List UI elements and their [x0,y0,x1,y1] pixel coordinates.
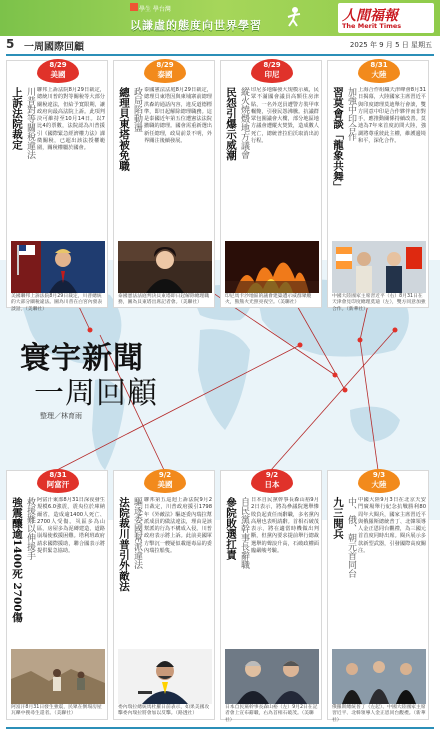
news-card-afghan-quake [6,470,108,720]
card-body: 上海合作組織天津峰會8月31日揭幕，大陸國家主席習近平與印度總理莫迪舉行會談，雙方同意中印是合作夥伴而非對手，應推動關係持續改善。莫迪為7年來首度訪問大陸，強調將尊重彼此主權，維護邊境和平，深化合作。 [358,87,426,145]
feature-subtitle: 一周回顧 [34,376,158,411]
news-photo [225,649,319,704]
news-photo [118,649,212,704]
pin-place: 印尼 [264,70,280,79]
pin-date: 8/29 [156,61,174,69]
pin-place: 大陸 [371,480,387,489]
card-body: 阿富汗東部8月31日深夜發生規模6.0強震，震央位於庫納爾省，造成逾1400人死亡、2700人受傷。災區多為山區，房屋多為泥磚建造，道路崩塌使救援困難。塔利班政府請求國際援助，聯合國表示將提供緊急協助。 [37,497,105,555]
banner-logo: 學生 學台灣 [130,3,171,13]
location-pin [37,469,79,493]
photo-caption: 委內瑞拉總統馬杜羅日前表示，如果美國攻擊委內瑞拉將會加以反擊。（路透社） [118,705,210,717]
masthead [338,3,434,33]
masthead-subtitle: The Merit Times [342,22,402,30]
pin-date: 8/29 [49,61,67,69]
news-card-us-tariffs [6,60,108,312]
pin-date: 8/29 [263,61,281,69]
photo-caption: 美國聯邦上訴法院8月29日裁定，川普總統的大部分關稅違法。圖為川普在白宮內發表談話。（美聯社） [11,294,103,312]
feature-title: 寰宇新聞 [20,341,144,376]
location-pin [358,59,400,83]
news-photo [11,649,105,704]
card-headline: 九三閱兵 [332,497,344,539]
card-subhead: 救援難以伸援手 [25,497,35,560]
news-photo [332,241,426,293]
news-card-parade [327,470,429,723]
pin-place: 阿富汗 [46,480,70,489]
pin-date: 8/31 [49,471,67,479]
news-photo [118,241,212,293]
card-subhead: 驅逐委國幫派違法 [132,497,142,569]
pin-place: 日本 [264,480,280,489]
news-photo [225,241,319,293]
location-pin [251,469,293,493]
card-headline: 上訴法院裁定 [11,87,23,150]
location-pin [358,469,400,493]
card-headline: 強震釀逾1400死 2700傷 [11,497,23,623]
card-subhead: 自民黨幹事長辭職 [239,497,249,569]
section-header [0,37,440,53]
pin-date: 9/3 [372,471,386,479]
card-headline: 總理貝東塔被免職 [118,87,130,171]
card-headline: 法院裁川普引外敵法 [118,497,130,592]
pin-place: 美國 [50,70,66,79]
news-photo [332,649,426,704]
card-headline: 參院敗選扛責 [225,497,237,560]
running-figure-icon [285,6,303,30]
location-pin [144,469,186,493]
page-number: 5 [6,37,15,51]
location-pin [251,59,293,83]
pin-place: 泰國 [157,70,173,79]
card-headline: 民怨引爆示威潮 [225,87,237,161]
photo-caption: 阿富汗8月31日發生強震，民眾在倒塌房屋瓦礫中搜尋生還者。（美聯社） [11,705,102,717]
card-subhead: 川普對等關稅違法 [25,87,35,159]
section-title: 一周國際回顧 [24,42,84,53]
card-body: 泰國憲法法庭8月29日裁定，總理貝東塔因與柬埔寨前總理洪森的通話內容，違反道德標準，即日起解除總理職務。這是泰國近年第五位遭憲法法院撤職的總理。國會需重新選出新任總理，政局前景不明，外界關注後續發展。 [144,87,212,145]
news-card-alien-enemies-act [113,470,215,720]
card-body: 印尼多地爆發大規模示威，民眾不滿國會議員高額住房津貼，一名外送員遭警方裝甲車輾斃，引發民怨沸騰。抗議群眾包圍議會大樓，部分地區地方議會遭縱火焚毀，造成數人死亡，總統普拉伯沃取消出訪行程。 [251,87,319,145]
photo-caption: 泰國憲法法庭判決貝東塔即日起解除總理職務，圖為貝東塔出席記者會。（美聯社） [118,294,210,306]
photo-caption: 俄羅斯總統普丁（左起）、中國大陸國家主席習近平、北韓領導人金正恩同台觀禮。（新華社） [332,705,426,723]
photo-caption: 日本自民黨幹事長森山裕（左）9月2日在記者會上宣布辭職，右為首相石破茂。（美聯社） [225,705,318,723]
news-card-japan-ldp [220,470,322,723]
pin-date: 9/2 [158,471,172,479]
compiler-credit: 整理／林育雨 [40,412,82,420]
card-body: 中國大陸9月3日在北京天安門廣場舉行紀念抗戰勝利80周年大閱兵，國家主席習近平與俄羅斯總統普丁、北韓領導人金正恩同台觀禮，為三國元首首度同時出席。閱兵展示多款新型武器，引發國際高度關注。 [358,497,426,555]
news-card-indonesia-protest [220,60,322,308]
pin-place: 美國 [157,480,173,489]
card-body: 日本自民黨幹事長森山裕9月2日表示，將為參議院選舉慘敗負起責任而辭職，多名黨內高層也表明請辭。首相石破茂表示，將在適當時機做出判斷，但黨內要求提前舉行總裁選舉的聲浪升高，石破政權面臨嚴峻考驗。 [251,497,319,555]
pin-place: 大陸 [371,70,387,79]
location-pin [144,59,186,83]
banner-slogan: 以謙虛的態度向世界學習 [130,19,262,32]
location-pin [37,59,79,83]
issue-date: 2025 年 9 月 5 日 星期五 [349,41,432,49]
card-subhead: 縱火燒燬地方議會 [239,87,249,159]
news-card-thailand-pm [113,60,215,308]
news-photo [11,241,105,293]
header-rule [6,54,434,56]
pin-date: 8/31 [370,61,388,69]
footer-rule [6,727,434,729]
card-subhead: 政局陷動盪 [132,87,142,132]
card-subhead: 中、俄、朝元首同台 [346,497,356,578]
top-banner [0,0,440,36]
photo-caption: 印尼馬卡沙地區的議會建築遭示威群眾縱火，熊熊火光照亮夜空。（美聯社） [225,294,312,306]
masthead-title: 人間福報 [342,8,398,24]
photo-caption: 中國大陸國家主席習近平（右）8月31日在天津會見印度總理莫迪（左），雙方同意加強合作。（新華社） [332,294,426,312]
card-headline: 習莫會談「龍象共舞」 [332,87,344,192]
pin-date: 9/2 [265,471,279,479]
news-card-xi-modi [327,60,429,312]
card-subhead: 加強中印合作 [346,87,356,141]
card-body: 聯邦第五巡迴上訴法院9月2日裁定，川普政府援引1798年《外敵法》驅逐委內瑞拉幫派成員的做法違法，理由是該幫派的行為不構成入侵。川普政府表示將上訴。此前美國軍方擊沉一艘疑似載運毒品的委內瑞拉船隻。 [144,497,212,555]
card-body: 聯邦上訴法院8月29日裁定，總統川普的對等關稅等大部分關稅違法，但給予寬限期，讓政府向最高法院上訴。此項判決可維持至10月14日。以7比4的票數，法院認為川普援引《國際緊急經濟權力法》課徵關稅，已超出該法授權範圍，關稅權屬於國會。 [37,87,105,152]
